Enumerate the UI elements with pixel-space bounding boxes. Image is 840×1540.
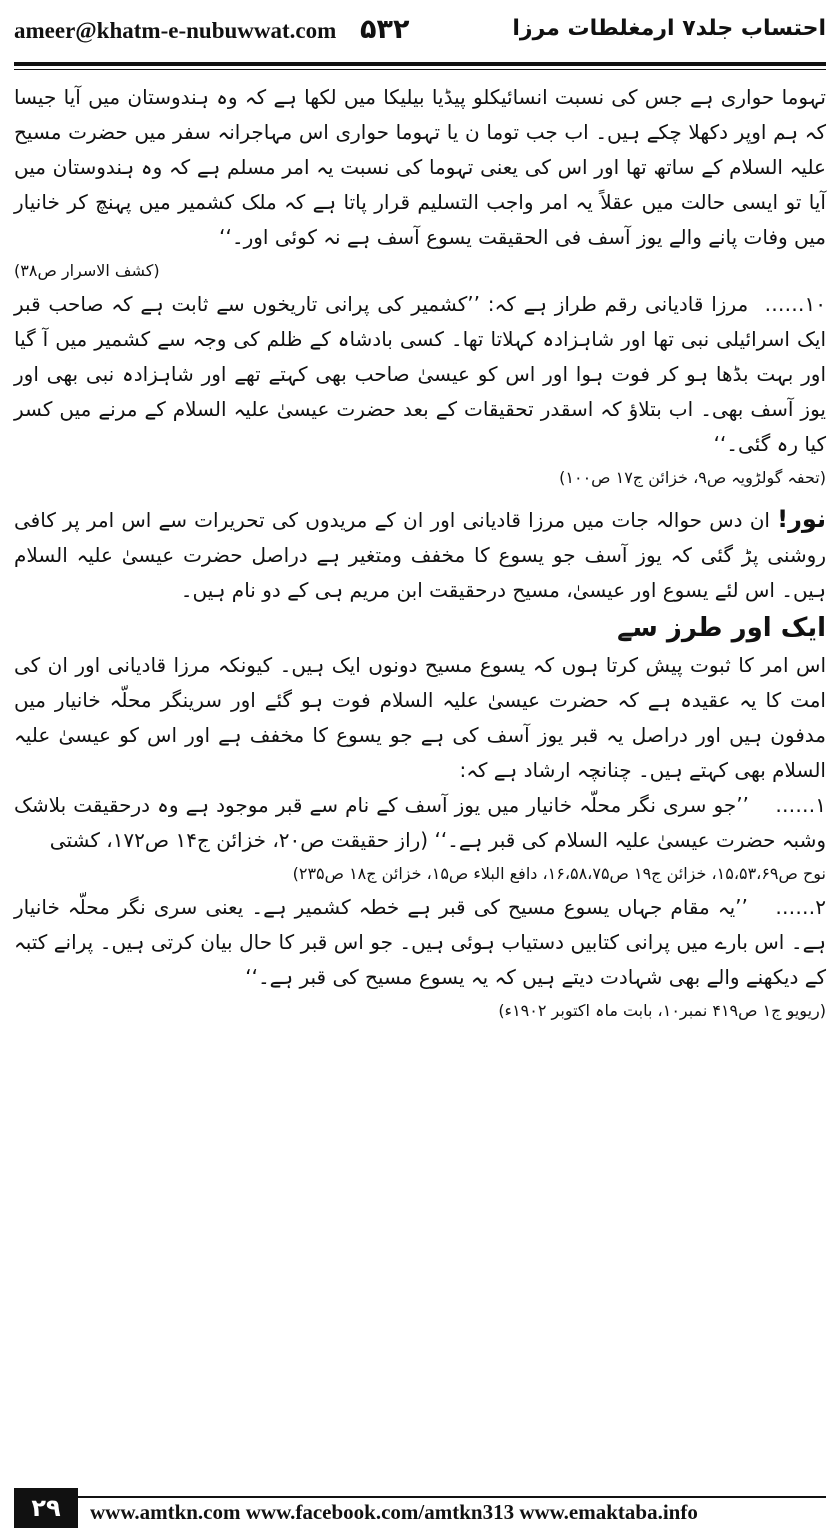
citation-3: نوح ص۱۵،۵۳،۶۹، خزائن ج۱۹ ص۱۶،۵۸،۷۵، دافع البلاء ص۱۵، خزائن ج۱۸ ص۲۳۵) bbox=[292, 864, 826, 883]
page-header bbox=[14, 14, 826, 54]
paragraph-2-text: مرزا قادیانی رقم طراز ہے کہ: ’’کشمیر کی پرانی تاریخوں سے ثابت ہے کہ صاحب قبر ایک اسرائیلی نبی تھا اور شاہزادہ کہلاتا تھا۔ کسی بادشاہ کے ظلم کی وجہ سے کشمیر میں آ گیا اور بہت بڈھا ہو کر فوت ہوا اور اس کو عیسیٰ صاحب بھی کہتے تھے اور شاہزادہ نبی بھی اور یوز آسف بھی۔ اب بتلاؤ کہ اسقدر تحقیقات کے بعد حضرت عیسیٰ علیہ السلام کے مرنے میں کسر کیا رہ گئی۔‘‘ bbox=[14, 292, 826, 456]
header-book-title: احتساب جلد۷ ارمغلطات مرزا bbox=[512, 16, 826, 41]
paragraph-4: اس امر کا ثبوت پیش کرتا ہوں کہ یسوع مسیح دونوں ایک ہیں۔ کیونکہ مرزا قادیانی اور ان کی امت کا یہ عقیدہ ہے کہ حضرت عیسیٰ علیہ السلام فوت ہو گئے اور سرینگر محلّہ خانیار میں مدفون ہیں اور دراصل یہ قبر یوز آسف کی ہے جو یسوع کا مخفف ہے اور اس کو عیسیٰ علیہ السلام بھی کہتے ہیں۔ چنانچہ ارشاد ہے کہ: bbox=[14, 653, 826, 782]
item-number-1: ۱…… bbox=[775, 793, 826, 817]
paragraph-6-text: ’’یہ مقام جہاں یسوع مسیح کی قبر ہے خطہ کشمیر ہے۔ یعنی سری نگر محلّہ خانیار ہے۔ اس بارے میں پرانی کتابیں دستیاب ہوئی ہیں۔ جو اس قبر کا حال بیان کرتی ہیں۔ پرانے کتبہ کے دیکھنے والے بھی شہادت دیتے ہیں کہ یہ یسوع مسیح کی قبر ہے۔‘‘ bbox=[14, 895, 826, 989]
citation-4: (ریویو ج۱ ص۴۱۹ نمبر۱۰، بابت ماہ اکتوبر ۱۹۰۲ء) bbox=[498, 1001, 826, 1020]
footer-rule bbox=[14, 1496, 826, 1498]
section-heading: ایک اور طرز سے bbox=[617, 613, 826, 643]
item-number-10: ۱۰…… bbox=[764, 292, 827, 316]
item-number-2: ۲…… bbox=[775, 895, 826, 919]
page-footer bbox=[14, 1488, 826, 1528]
citation-2: (تحفہ گولڑویہ ص۹، خزائن ج۱۷ ص۱۰۰) bbox=[559, 468, 826, 487]
header-page-number: ۵۳۲ bbox=[360, 14, 410, 45]
citation-1: (کشف الاسرار ص۳۸) bbox=[14, 261, 160, 280]
paragraph-6 bbox=[14, 890, 826, 995]
page-body bbox=[14, 80, 826, 1027]
header-rule-thin bbox=[14, 69, 826, 70]
paragraph-3-text: ان دس حوالہ جات میں مرزا قادیانی اور ان کے مریدوں کی تحریرات سے اس امر پر کافی روشنی پڑ گئی کہ یوز آسف جو یسوع کا مخفف ومتغیر ہے دراصل حضرت عیسیٰ علیہ السلام ہیں۔ اس لئے یسوع اور عیسیٰ، مسیح درحقیقت ابن مریم ہی کے دو نام ہیں۔ bbox=[14, 508, 826, 602]
paragraph-1: تہوما حواری ہے جس کی نسبت انسائیکلو پیڈیا بیلیکا میں لکھا ہے کہ وہ ہندوستان میں آیا جیسا کہ ہم اوپر دکھلا چکے ہیں۔ اب جب توما ن یا تہوما حواری اس مہاجرانہ سفر میں حضرت مسیح علیہ السلام کے ساتھ تھا اور اس کی یعنی تہوما کی نسبت یہ امر مسلم ہے کہ وہ ہندوستان میں آیا تو ایسی حالت میں عقلاً یہ امر واجب التسلیم قرار پاتا ہے کہ ملک کشمیر میں پہنچ کر خانیار میں وفات پانے والے یوز آسف فی الحقیقت یسوع آسف ہے نہ کوئی اور۔‘‘ bbox=[14, 85, 826, 249]
header-email: ameer@khatm-e-nubuwwat.com bbox=[14, 18, 337, 43]
paragraph-5 bbox=[14, 788, 826, 858]
paragraph-3 bbox=[14, 502, 826, 608]
paragraph-2 bbox=[14, 287, 826, 462]
footer-urls: www.amtkn.com www.facebook.com/amtkn313 www.emaktaba.info bbox=[90, 1500, 698, 1524]
paragraph-3-lead: نور! bbox=[777, 505, 826, 533]
footer-page-number: ۲۹ bbox=[14, 1488, 78, 1528]
paragraph-5-text: ’’جو سری نگر محلّہ خانیار میں یوز آسف کے نام سے قبر موجود ہے وہ درحقیقت بلاشک وشبہ حضرت عیسیٰ علیہ السلام کی قبر ہے۔‘‘ (راز حقیقت ص۲۰، خزائن ج۱۴ ص۱۷۲، کشتی bbox=[14, 793, 826, 852]
header-rule-thick bbox=[14, 62, 826, 66]
